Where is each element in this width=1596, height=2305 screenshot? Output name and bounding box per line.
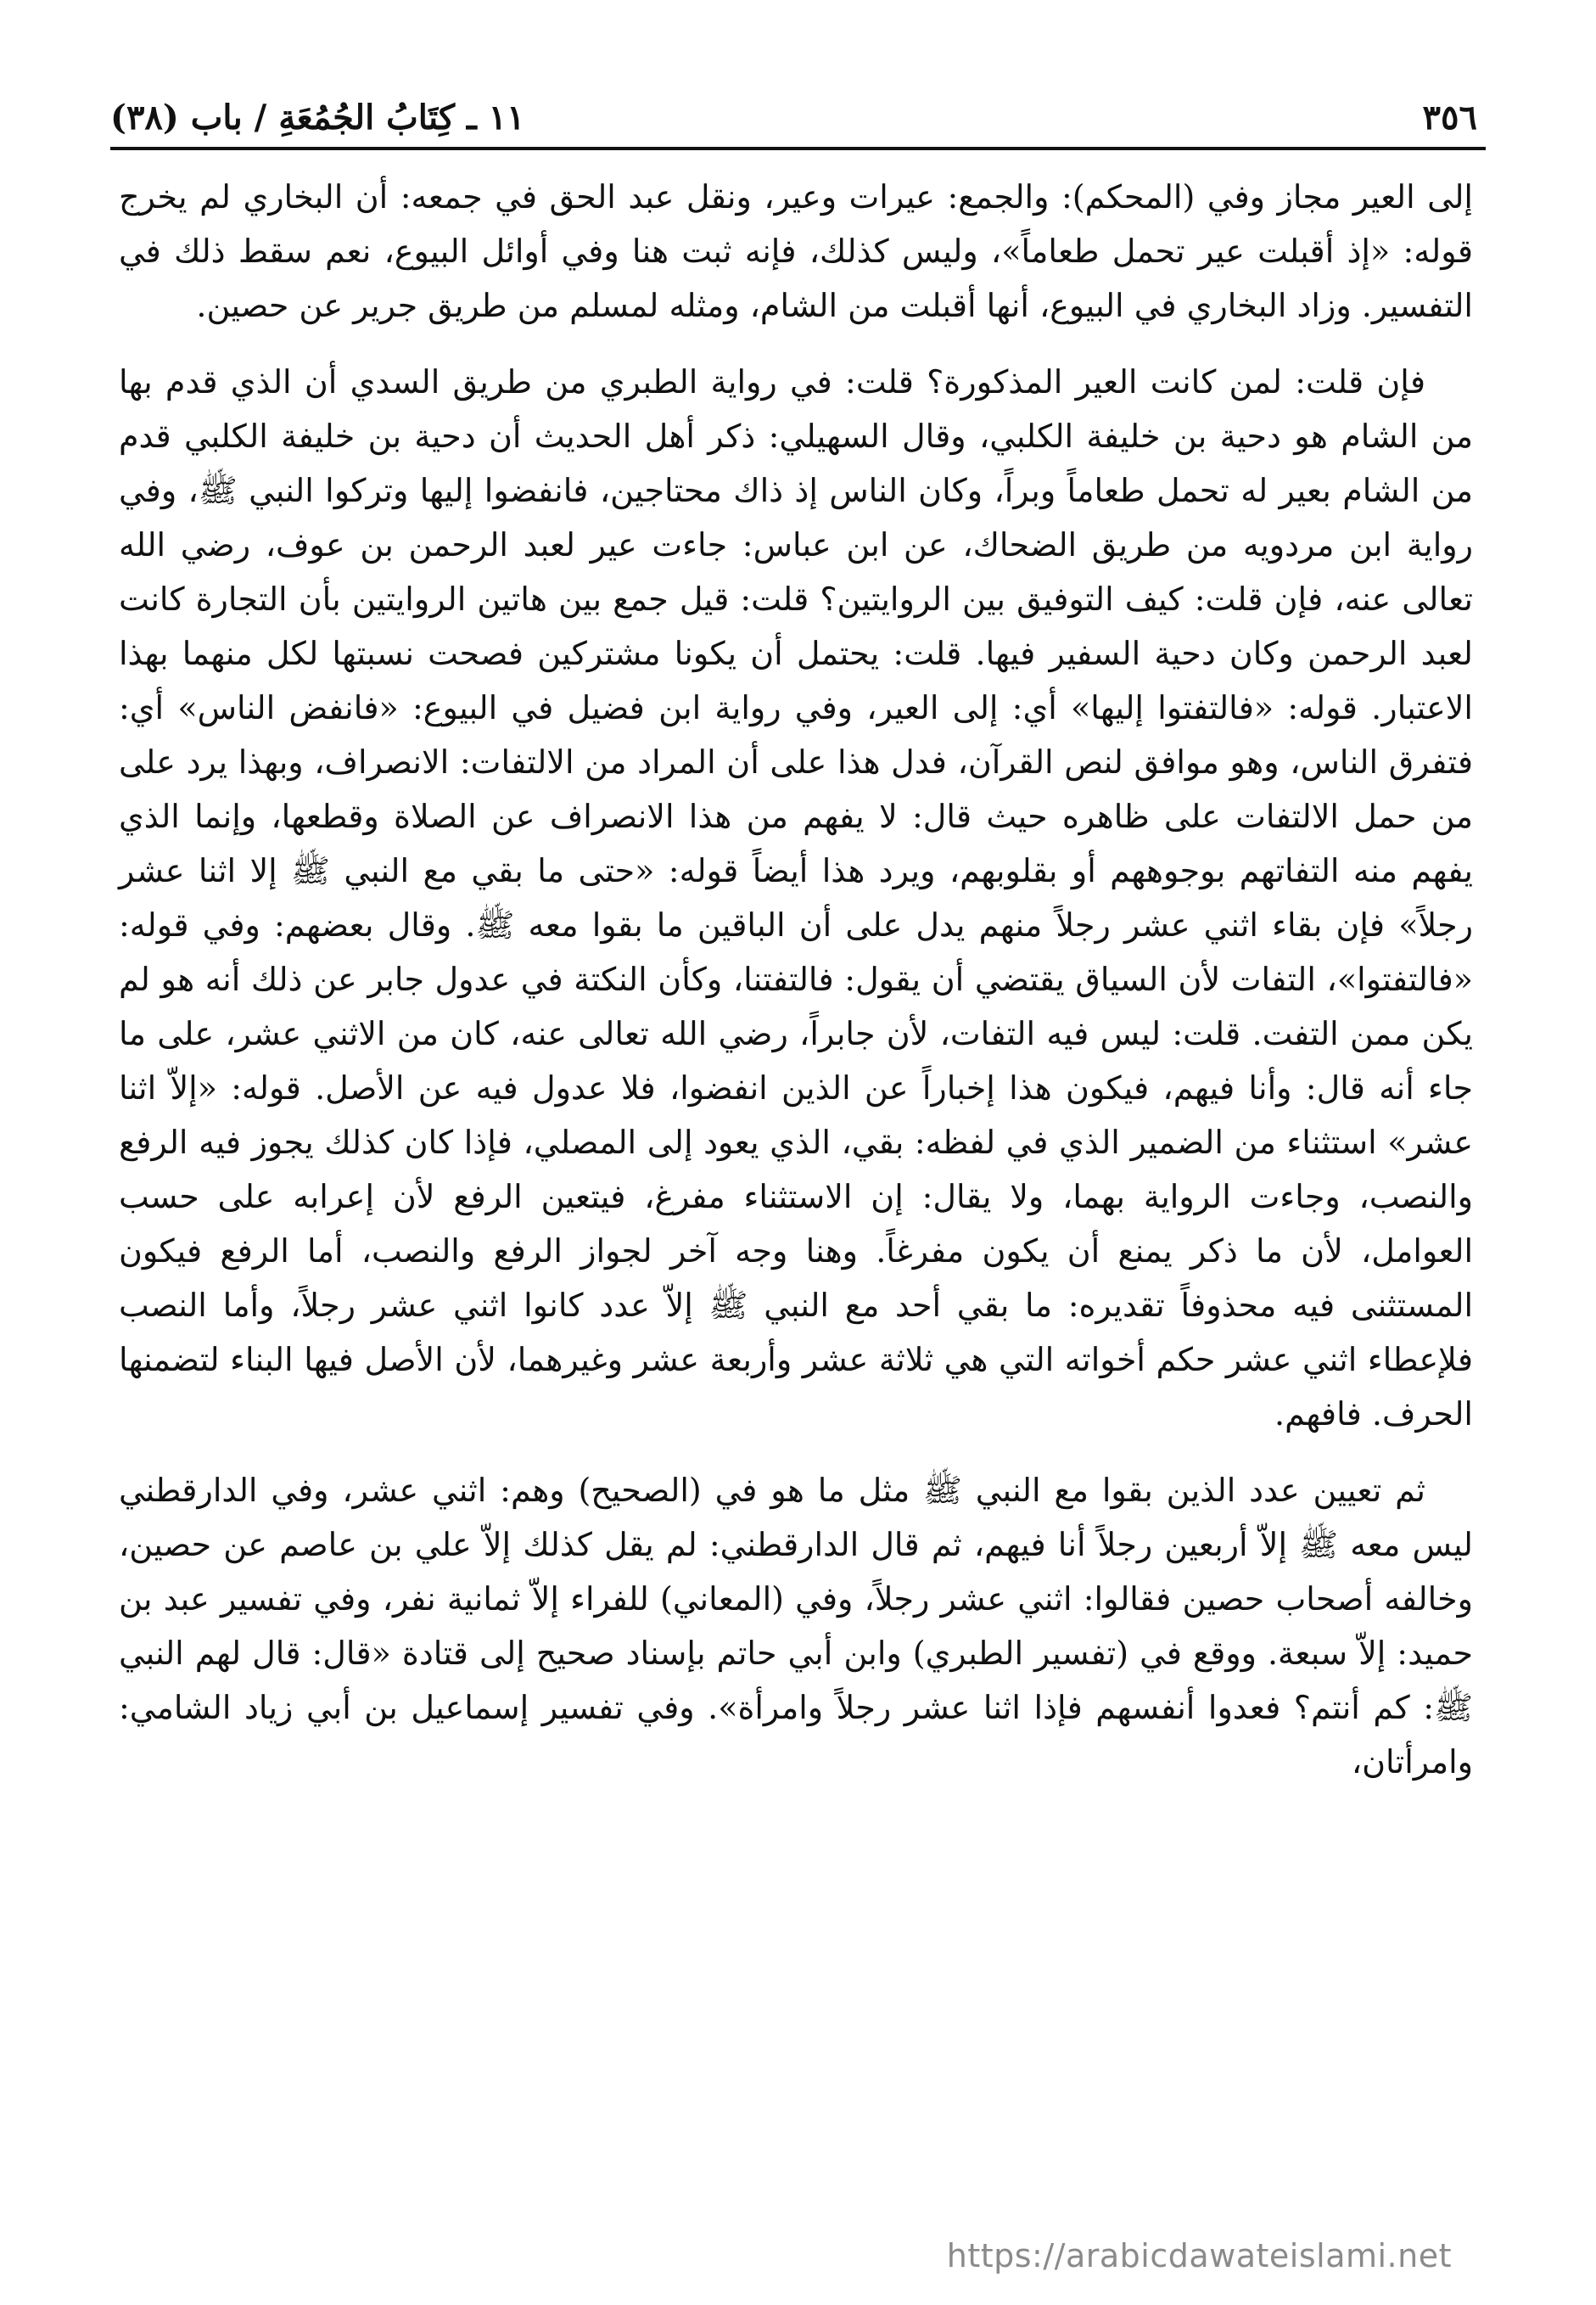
page-body — [119, 170, 1473, 1789]
chapter-title: ١١ ـ كِتَابُ الجُمُعَةِ / باب (٣٨) — [110, 98, 525, 137]
page-header — [110, 68, 1477, 144]
header-divider — [110, 147, 1486, 150]
paragraph: ثم تعيين عدد الذين بقوا مع النبي ﷺ مثل ما هو في (الصحيح) وهم: اثني عشر، وفي الدارقطني ليس معه ﷺ إلاّ أربعين رجلاً أنا فيهم، ثم قال الدارقطني: لم يقل كذلك إلاّ علي بن عاصم عن حصين، وخالفه أصحاب حصين فقالوا: اثني عشر رجلاً، وفي (المعاني) للفراء إلاّ ثمانية نفر، وفي تفسير عبد بن حميد: إلاّ سبعة. ووقع في (تفسير الطبري) وابن أبي حاتم بإسناد صحيح إلى قتادة «قال: قال لهم النبي ﷺ: كم أنتم؟ فعدوا أنفسهم فإذا اثنا عشر رجلاً وامرأة». وفي تفسير إسماعيل بن أبي زياد الشامي: وامرأتان، — [119, 1472, 1473, 1781]
page-number: ٣٥٦ — [1422, 98, 1477, 137]
paragraph: فإن قلت: لمن كانت العير المذكورة؟ قلت: في رواية الطبري من طريق السدي أن الذي قدم بها من الشام هو دحية بن خليفة الكلبي، وقال السهيلي: ذكر أهل الحديث أن دحية بن خليفة الكلبي قدم من الشام بعير له تحمل طعاماً وبراً، وكان الناس إذ ذاك محتاجين، فانفضوا إليها وتركوا النبي ﷺ، وفي رواية ابن مردويه من طريق الضحاك، عن ابن عباس: جاءت عير لعبد الرحمن بن عوف، رضي الله تعالى عنه، فإن قلت: كيف التوفيق بين الروايتين؟ قلت: قيل جمع بين هاتين الروايتين بأن التجارة كانت لعبد الرحمن وكان دحية السفير فيها. قلت: يحتمل أن يكونا مشتركين فصحت نسبتها لكل منهما بهذا الاعتبار. قوله: «فالتفتوا إليها» أي: إلى العير، وفي رواية ابن فضيل في البيوع: «فانفض الناس» أي: فتفرق الناس، وهو موافق لنص القرآن، فدل هذا على أن المراد من الالتفات: الانصراف، وبهذا يرد على من حمل الالتفات على ظاهره حيث قال: لا يفهم من هذا الانصراف عن الصلاة وقطعها، وإنما الذي يفهم منه التفاتهم بوجوههم أو بقلوبهم، ويرد هذا أيضاً قوله: «حتى ما بقي مع النبي ﷺ إلا اثنا عشر رجلاً» فإن بقاء اثني عشر رجلاً منهم يدل على أن الباقين ما بقوا معه ﷺ. وقال بعضهم: وفي قوله: «فالتفتوا»، التفات لأن السياق يقتضي أن يقول: فالتفتنا، وكأن النكتة في عدول جابر عن ذلك أنه هو لم يكن ممن التفت. قلت: ليس فيه التفات، لأن جابراً، رضي الله تعالى عنه، كان من الاثني عشر، على ما جاء أنه قال: وأنا فيهم، فيكون هذا إخباراً عن الذين انفضوا، فلا عدول فيه عن الأصل. قوله: «إلاّ اثنا عشر» استثناء من الضمير الذي في لفظه: بقي، الذي يعود إلى المصلي، فإذا كان كذلك يجوز فيه الرفع والنصب، وجاءت الرواية بهما، ولا يقال: إن الاستثناء مفرغ، فيتعين الرفع لأن إعرابه على حسب العوامل، لأن ما ذكر يمنع أن يكون مفرغاً. وهنا وجه آخر لجواز الرفع والنصب، أما الرفع فيكون المستثنى فيه محذوفاً تقديره: ما بقي أحد مع النبي ﷺ إلاّ عدد كانوا اثني عشر رجلاً، وأما النصب فلإعطاء اثني عشر حكم أخواته التي هي ثلاثة عشر وأربعة عشر وغيرهما، لأن الأصل فيها البناء لتضمنها الحرف. فافهم. — [119, 363, 1474, 1433]
watermark-url: https://arabicdawateislami.net — [946, 2237, 1452, 2274]
paragraph: إلى العير مجاز وفي (المحكم): والجمع: عيرات وعير، ونقل عبد الحق في جمعه: أن البخاري لم يخرج قوله: «إذ أقبلت عير تحمل طعاماً»، وليس كذلك، فإنه ثبت هنا وفي أوائل البيوع، نعم سقط ذلك في التفسير. وزاد البخاري في البيوع، أنها أقبلت من الشام، ومثله لمسلم من طريق جرير عن حصين. — [119, 178, 1473, 324]
